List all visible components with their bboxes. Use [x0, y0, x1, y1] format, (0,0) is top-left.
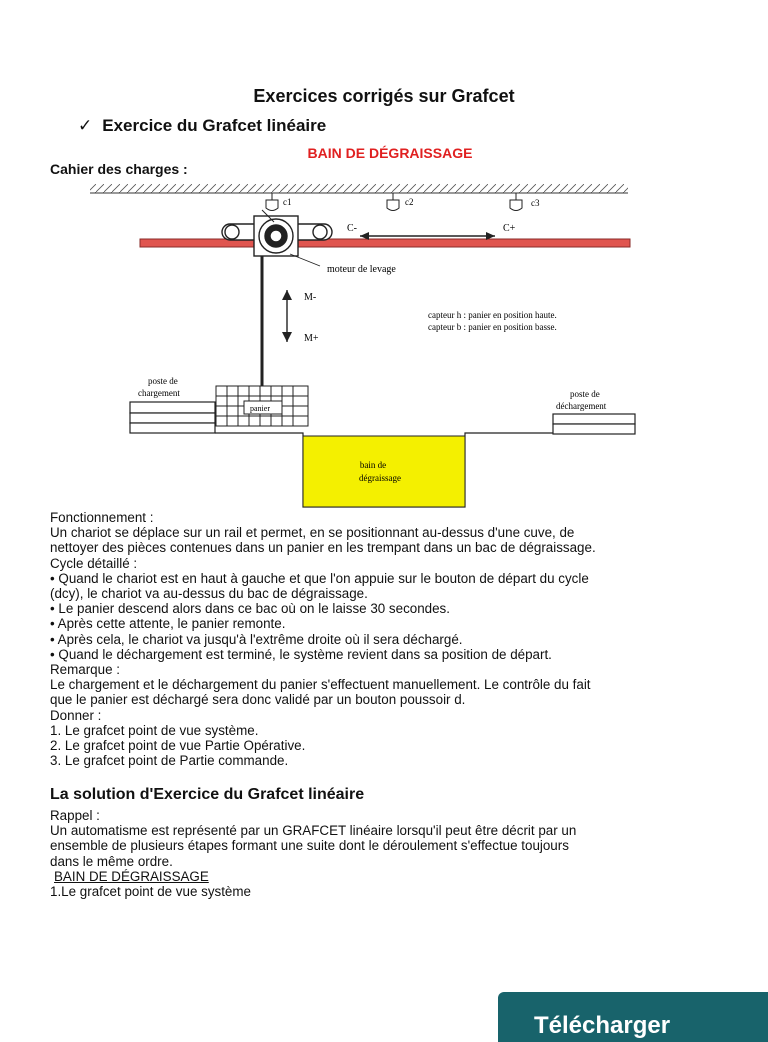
- degreasing-bath: [303, 436, 465, 507]
- label-c-plus: C+: [503, 223, 516, 234]
- list-item: 2. Le grafcet point de vue Partie Opérative.: [50, 738, 306, 754]
- label-c-minus: C-: [347, 223, 357, 234]
- list-item: • Après cette attente, le panier remonte.: [50, 616, 286, 632]
- line: Donner :: [50, 707, 102, 723]
- label-chargement-2: chargement: [138, 388, 180, 398]
- sensor-c3: [510, 193, 522, 211]
- page-title: Exercices corrigés sur Grafcet: [253, 86, 515, 106]
- sensor-c2: [387, 193, 399, 211]
- rail: [140, 239, 630, 247]
- line: ensemble de plusieurs étapes formant une suite dont le déroulement s'effectue toujours: [50, 838, 569, 854]
- exercise-subtitle: [78, 116, 326, 136]
- line: Cycle détaillé :: [50, 555, 138, 571]
- download-button[interactable]: Télécharger: [498, 992, 768, 1042]
- line: nettoyer des pièces contenues dans un panier en les trempant dans un bac de dégraissage.: [50, 540, 596, 556]
- section-label: BAIN DE DÉGRAISSAGE: [54, 868, 209, 884]
- label-m-plus: M+: [304, 333, 319, 344]
- label-dechargement-1: poste de: [570, 389, 600, 399]
- description-text: [50, 510, 750, 768]
- subtitle-text: Exercice du Grafcet linéaire: [102, 116, 327, 135]
- list-item: 1. Le grafcet point de vue système.: [50, 722, 259, 738]
- label-c2: c2: [405, 197, 414, 207]
- rappel-text: [50, 808, 750, 899]
- label-capteur-h: capteur h : panier en position haute.: [428, 310, 557, 320]
- list-item: • Quand le déchargement est terminé, le système revient dans sa position de départ.: [50, 646, 552, 662]
- label-bain-2: dégraissage: [359, 473, 401, 483]
- list-item: • Après cela, le chariot va jusqu'à l'extrême droite où il sera déchargé.: [50, 631, 463, 647]
- line: dans le même ordre.: [50, 853, 173, 869]
- line: (dcy), le chariot va au-dessus du bac de dégraissage.: [50, 586, 368, 602]
- label-m-minus: M-: [304, 292, 317, 303]
- label-panier: panier: [250, 404, 270, 413]
- ceiling-hatch: [90, 184, 628, 193]
- label-c3: c3: [531, 198, 540, 208]
- line: Remarque :: [50, 662, 120, 678]
- label-bain-1: bain de: [359, 460, 387, 470]
- line: 1.Le grafcet point de vue système: [50, 884, 251, 900]
- label-dechargement-2: déchargement: [556, 401, 607, 411]
- label-capteur-b: capteur b : panier en position basse.: [428, 322, 557, 332]
- trolley: [222, 216, 332, 256]
- label-chargement-1: poste de: [148, 376, 178, 386]
- loading-station: [130, 402, 215, 433]
- line: que le panier est déchargé sera donc validé par un bouton poussoir d.: [50, 692, 466, 708]
- list-item: • Le panier descend alors dans ce bac où on le laisse 30 secondes.: [50, 601, 450, 617]
- list-item: • Quand le chariot est en haut à gauche et que l'on appuie sur le bouton de départ du cycle: [50, 570, 589, 586]
- line: Fonctionnement :: [50, 510, 154, 525]
- label-moteur: moteur de levage: [327, 264, 396, 275]
- line: Un automatisme est représenté par un GRAFCET linéaire lorsqu'il peut être décrit par un: [50, 823, 577, 839]
- line: Un chariot se déplace sur un rail et permet, en se positionnant au-dessus d'une cuve, de: [50, 525, 575, 541]
- line: Le chargement et le déchargement du panier s'effectuent manuellement. Le contrôle du fait: [50, 677, 591, 693]
- label-c1: c1: [283, 197, 292, 207]
- list-item: 3. Le grafcet point de Partie commande.: [50, 753, 289, 769]
- line: Rappel :: [50, 808, 100, 823]
- check-icon: ✓: [78, 116, 93, 135]
- cahier-label: Cahier des charges :: [50, 161, 188, 177]
- sensor-c1: [266, 193, 278, 211]
- solution-heading: La solution d'Exercice du Grafcet linéaire: [50, 786, 365, 803]
- degreasing-diagram: [0, 175, 768, 515]
- diagram-title: BAIN DE DÉGRAISSAGE: [307, 145, 473, 161]
- unloading-station: [553, 414, 635, 434]
